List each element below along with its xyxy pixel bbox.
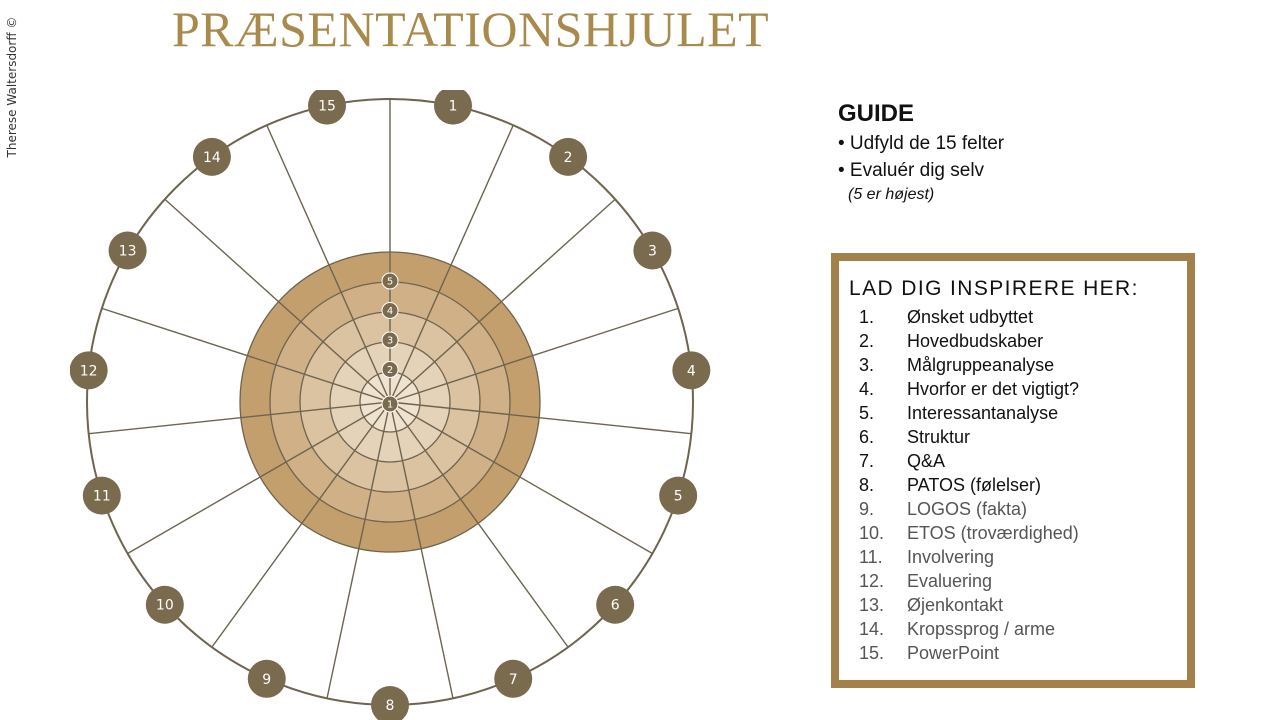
segment-badge-14[interactable]	[193, 138, 231, 176]
item-number: 8.	[859, 475, 875, 495]
item-label: Hovedbudskaber	[907, 331, 1044, 351]
item-number: 6.	[859, 427, 875, 447]
item-number: 4.	[859, 379, 875, 399]
item-label: Målgruppeanalyse	[907, 355, 1055, 375]
segment-badge-label: 6	[610, 597, 620, 614]
level-marker-label: 3	[386, 335, 394, 347]
segment-badge-4[interactable]	[672, 351, 710, 389]
item-label: Ønsket udbyttet	[907, 307, 1034, 327]
list-item	[859, 569, 1187, 593]
segment-badge-label: 5	[673, 488, 683, 505]
guide-bullet-evaluate: • Evaluér dig selv	[838, 160, 985, 181]
guide-bullet-fill: • Udfyld de 15 felter	[838, 133, 1005, 154]
list-item	[859, 353, 1187, 377]
segment-badge-label: 7	[508, 671, 518, 688]
level-marker-2	[382, 362, 398, 378]
copyright-label: Therese Waltersdorff ©	[5, 16, 19, 158]
item-label: Kropssprog / arme	[907, 619, 1056, 639]
segment-badge-5[interactable]	[659, 477, 697, 515]
segment-badge-label: 12	[79, 363, 98, 380]
level-marker-label: 4	[386, 306, 394, 317]
item-number: 3.	[859, 355, 875, 375]
segment-badge-1[interactable]	[434, 90, 472, 125]
inspiration-title: LAD DIG INSPIRERE HER:	[849, 277, 1139, 300]
segment-badge-label: 8	[385, 698, 395, 714]
segment-badge-9[interactable]	[248, 660, 286, 698]
inspiration-box	[831, 253, 1195, 688]
segment-badge-13[interactable]	[109, 232, 147, 270]
list-item	[859, 425, 1187, 449]
list-item	[859, 377, 1187, 401]
segment-badge-label: 2	[563, 149, 573, 166]
list-item	[859, 641, 1187, 665]
list-item	[859, 593, 1187, 617]
item-label: LOGOS (fakta)	[907, 499, 1028, 519]
segment-badge-10[interactable]	[146, 586, 184, 624]
level-marker-1	[382, 396, 398, 412]
list-item	[859, 497, 1187, 521]
segment-badge-2[interactable]	[549, 138, 587, 176]
guide-title: GUIDE	[838, 100, 915, 127]
list-item	[859, 617, 1187, 641]
segment-badge-11[interactable]	[83, 477, 121, 515]
level-marker-label: 1	[386, 399, 394, 411]
item-number: 14.	[859, 619, 885, 639]
level-marker-label: 2	[386, 365, 394, 376]
list-item	[859, 545, 1187, 569]
segment-badge-6[interactable]	[596, 586, 634, 624]
presentation-wheel	[70, 90, 720, 720]
level-marker-label: 5	[386, 276, 394, 288]
item-label: PATOS (følelser)	[907, 475, 1042, 495]
item-number: 10.	[859, 523, 885, 543]
segment-badge-label: 15	[318, 98, 336, 115]
item-number: 1.	[859, 307, 875, 327]
item-number: 11.	[859, 547, 883, 567]
item-number: 2.	[859, 331, 875, 351]
level-marker-4	[382, 303, 398, 319]
item-number: 15.	[859, 643, 885, 663]
item-label: ETOS (troværdighed)	[907, 523, 1079, 543]
list-item	[859, 449, 1187, 473]
segment-badge-label: 13	[118, 243, 137, 260]
item-label: Hvorfor er det vigtigt?	[907, 379, 1080, 399]
segment-badge-label: 1	[448, 98, 458, 115]
segment-badge-3[interactable]	[633, 232, 671, 270]
list-item	[859, 521, 1187, 545]
level-marker-3	[382, 332, 398, 348]
segment-badge-label: 14	[202, 149, 221, 166]
list-item	[859, 401, 1187, 425]
list-item	[859, 473, 1187, 497]
item-number: 13.	[859, 595, 885, 615]
item-label: Øjenkontakt	[907, 595, 1004, 615]
segment-badge-12[interactable]	[70, 351, 108, 389]
item-number: 9.	[859, 499, 875, 519]
segment-badge-label: 10	[155, 597, 174, 614]
level-marker-5	[382, 273, 398, 289]
inspiration-list	[839, 305, 1187, 665]
item-label: Involvering	[907, 547, 995, 567]
item-number: 7.	[859, 451, 875, 471]
segment-badge-label: 11	[92, 488, 111, 505]
guide-section	[838, 100, 1004, 206]
segment-badge-8[interactable]	[371, 686, 409, 720]
segment-badge-label: 4	[686, 363, 696, 380]
item-number: 12.	[859, 571, 885, 591]
item-label: Evaluering	[907, 571, 993, 591]
page-title: PRÆSENTATIONSHJULET	[172, 1, 770, 57]
item-label: Interessantanalyse	[907, 403, 1059, 423]
item-label: PowerPoint	[907, 643, 1000, 663]
list-item	[859, 329, 1187, 353]
segment-badge-15[interactable]	[308, 90, 346, 125]
item-label: Q&A	[907, 451, 946, 471]
item-label: Struktur	[907, 427, 971, 447]
list-item	[859, 305, 1187, 329]
segment-badge-label: 3	[647, 243, 657, 260]
segment-badge-7[interactable]	[494, 660, 532, 698]
item-number: 5.	[859, 403, 875, 423]
segment-badge-label: 9	[262, 671, 272, 688]
guide-note: (5 er højest)	[848, 186, 935, 203]
